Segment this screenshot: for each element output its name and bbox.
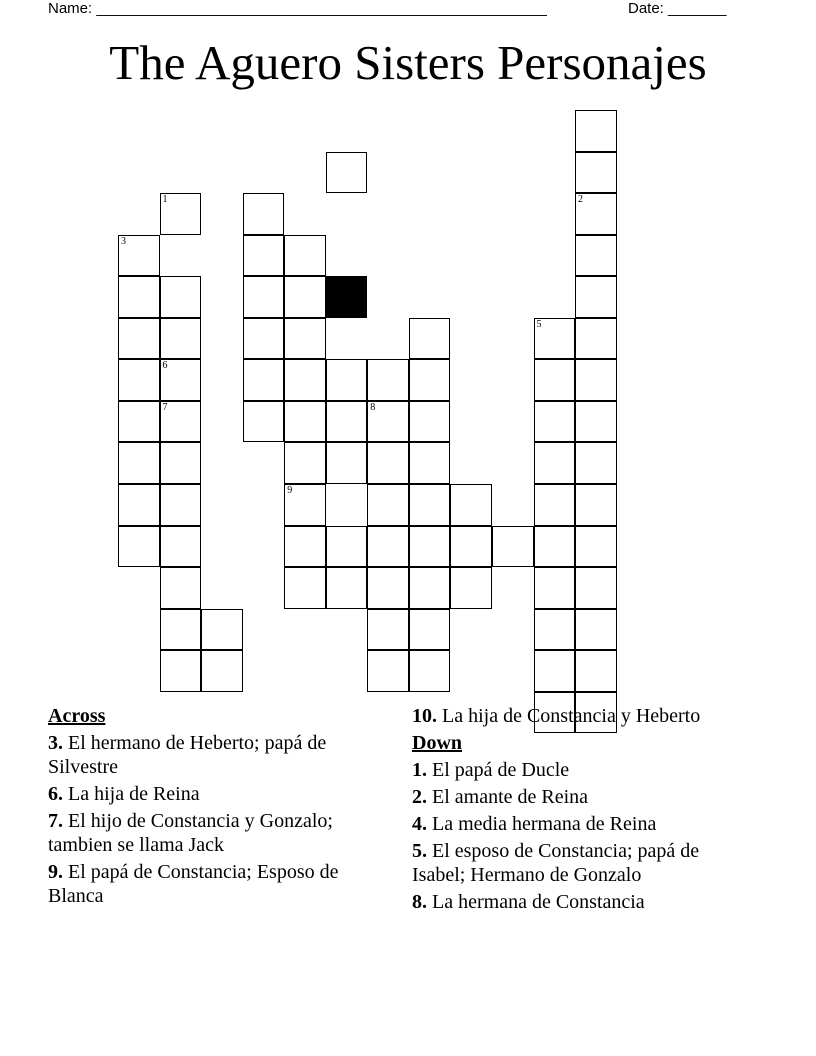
grid-cell[interactable] [326, 152, 368, 194]
grid-cell[interactable] [534, 650, 576, 692]
grid-cell[interactable] [450, 526, 492, 568]
grid-cell[interactable] [409, 359, 451, 401]
clue-down-5 [412, 839, 757, 887]
grid-cell[interactable] [118, 484, 160, 526]
grid-cell[interactable] [326, 442, 368, 484]
grid-cell[interactable] [575, 110, 617, 152]
clue-number-label: 8 [370, 401, 376, 413]
grid-cell[interactable] [492, 526, 534, 568]
grid-cell[interactable] [534, 318, 576, 360]
grid-cell[interactable] [367, 650, 409, 692]
grid-cell[interactable] [160, 484, 202, 526]
grid-cell[interactable] [118, 401, 160, 443]
grid-cell[interactable] [201, 650, 243, 692]
clue-text: El esposo de Constancia; papá de Isabel; Hermano de Gonzalo [412, 840, 700, 886]
grid-cell[interactable] [284, 442, 326, 484]
clue-text: El hermano de Heberto; papá de Silvestre [48, 732, 327, 778]
grid-cell[interactable] [118, 318, 160, 360]
across-heading: Across [48, 705, 106, 727]
clue-text: La hija de Constancia y Heberto [442, 705, 701, 727]
grid-cell[interactable] [367, 442, 409, 484]
clue-text: El hijo de Constancia y Gonzalo; tambien se llama Jack [48, 810, 333, 856]
grid-cell[interactable] [326, 526, 368, 568]
clue-number: 2. [412, 786, 427, 808]
grid-cell[interactable] [243, 359, 285, 401]
grid-cell[interactable] [367, 609, 409, 651]
clue-number: 9. [48, 861, 63, 883]
grid-cell[interactable] [284, 401, 326, 443]
clue-across-9 [48, 860, 378, 908]
grid-cell[interactable] [367, 359, 409, 401]
grid-cell[interactable] [118, 235, 160, 277]
clue-down-8 [412, 890, 757, 914]
clue-number: 5. [412, 840, 427, 862]
clue-number: 3. [48, 732, 63, 754]
grid-cell[interactable] [284, 276, 326, 318]
grid-cell[interactable] [284, 318, 326, 360]
grid-cell[interactable] [243, 401, 285, 443]
grid-cell[interactable] [575, 526, 617, 568]
grid-cell[interactable] [534, 484, 576, 526]
clue-text: El papá de Ducle [432, 759, 570, 781]
grid-cell[interactable] [284, 567, 326, 609]
grid-cell[interactable] [575, 442, 617, 484]
clue-number-label: 5 [536, 318, 542, 330]
clue-down-4 [412, 812, 757, 836]
clue-text: El amante de Reina [432, 786, 589, 808]
clue-number-label: 9 [287, 484, 293, 496]
clues-column-left [48, 704, 378, 911]
grid-cell[interactable] [160, 401, 202, 443]
clue-number: 4. [412, 813, 427, 835]
grid-cell[interactable] [450, 484, 492, 526]
grid-cell[interactable] [409, 401, 451, 443]
clue-number: 10. [412, 705, 437, 727]
grid-cell[interactable] [284, 484, 326, 526]
clue-number: 6. [48, 783, 63, 805]
clue-down-2 [412, 785, 757, 809]
clue-number: 1. [412, 759, 427, 781]
grid-cell[interactable] [160, 526, 202, 568]
clue-text: El papá de Constancia; Esposo de Blanca [48, 861, 339, 907]
clue-across-7 [48, 809, 378, 857]
down-heading: Down [412, 732, 463, 754]
grid-cell[interactable] [201, 609, 243, 651]
grid-cell[interactable] [160, 276, 202, 318]
grid-cell[interactable] [575, 152, 617, 194]
clue-number-label: 2 [578, 194, 584, 206]
clue-number-label: 1 [162, 194, 168, 206]
grid-cell[interactable] [160, 442, 202, 484]
grid-cell[interactable] [534, 359, 576, 401]
grid-cell[interactable] [534, 567, 576, 609]
grid-cell[interactable] [367, 526, 409, 568]
clue-text: La media hermana de Reina [432, 813, 657, 835]
grid-cell[interactable] [575, 609, 617, 651]
grid-cell[interactable] [326, 567, 368, 609]
grid-cell[interactable] [118, 526, 160, 568]
grid-cell[interactable] [534, 442, 576, 484]
grid-cell[interactable] [284, 526, 326, 568]
grid-cell[interactable] [326, 359, 368, 401]
grid-cell[interactable] [367, 567, 409, 609]
grid-cell[interactable] [534, 401, 576, 443]
grid-cell[interactable] [118, 442, 160, 484]
grid-cell[interactable] [575, 359, 617, 401]
clue-across-3 [48, 731, 378, 779]
grid-cell[interactable] [409, 567, 451, 609]
page-title: The Aguero Sisters Personajes [109, 35, 707, 90]
grid-cell[interactable] [409, 484, 451, 526]
clue-number-label: 6 [162, 360, 168, 372]
grid-cell[interactable] [409, 442, 451, 484]
grid-cell[interactable] [243, 235, 285, 277]
clues-column-right [412, 704, 757, 917]
grid-cell[interactable] [409, 650, 451, 692]
grid-cell[interactable] [160, 318, 202, 360]
grid-cell[interactable] [575, 318, 617, 360]
clue-across-6 [48, 782, 378, 806]
grid-cell[interactable] [160, 609, 202, 651]
clue-text: La hermana de Constancia [432, 891, 645, 913]
grid-cell[interactable] [160, 193, 202, 235]
grid-cell[interactable] [575, 484, 617, 526]
grid-cell[interactable] [243, 276, 285, 318]
clue-number: 8. [412, 891, 427, 913]
clue-number-label: 7 [162, 401, 168, 413]
grid-cell-black [326, 276, 368, 318]
grid-cell[interactable] [409, 609, 451, 651]
grid-cell[interactable] [534, 526, 576, 568]
grid-cell[interactable] [284, 359, 326, 401]
grid-cell[interactable] [160, 567, 202, 609]
grid-cell[interactable] [118, 359, 160, 401]
grid-cell[interactable] [575, 193, 617, 235]
clue-number-label: 3 [121, 235, 126, 247]
grid-cell[interactable] [409, 318, 451, 360]
grid-cell[interactable] [118, 276, 160, 318]
clue-across-10 [412, 704, 757, 728]
name-field-label: Name: ______________________________________________________ [48, 0, 547, 17]
grid-cell[interactable] [160, 650, 202, 692]
grid-cell[interactable] [575, 650, 617, 692]
grid-cell[interactable] [367, 484, 409, 526]
grid-cell[interactable] [243, 318, 285, 360]
clue-number: 7. [48, 810, 63, 832]
clue-text: La hija de Reina [68, 783, 200, 805]
grid-cell[interactable] [243, 193, 285, 235]
grid-cell[interactable] [575, 401, 617, 443]
grid-cell[interactable] [367, 401, 409, 443]
grid-cell[interactable] [575, 567, 617, 609]
grid-cell[interactable] [534, 609, 576, 651]
grid-cell[interactable] [326, 401, 368, 443]
grid-cell[interactable] [575, 276, 617, 318]
grid-cell[interactable] [575, 235, 617, 277]
grid-cell[interactable] [450, 567, 492, 609]
grid-cell[interactable] [160, 359, 202, 401]
grid-cell[interactable] [284, 235, 326, 277]
clue-down-1 [412, 758, 757, 782]
grid-cell[interactable] [409, 526, 451, 568]
date-field-label: Date: _______ [628, 0, 727, 17]
